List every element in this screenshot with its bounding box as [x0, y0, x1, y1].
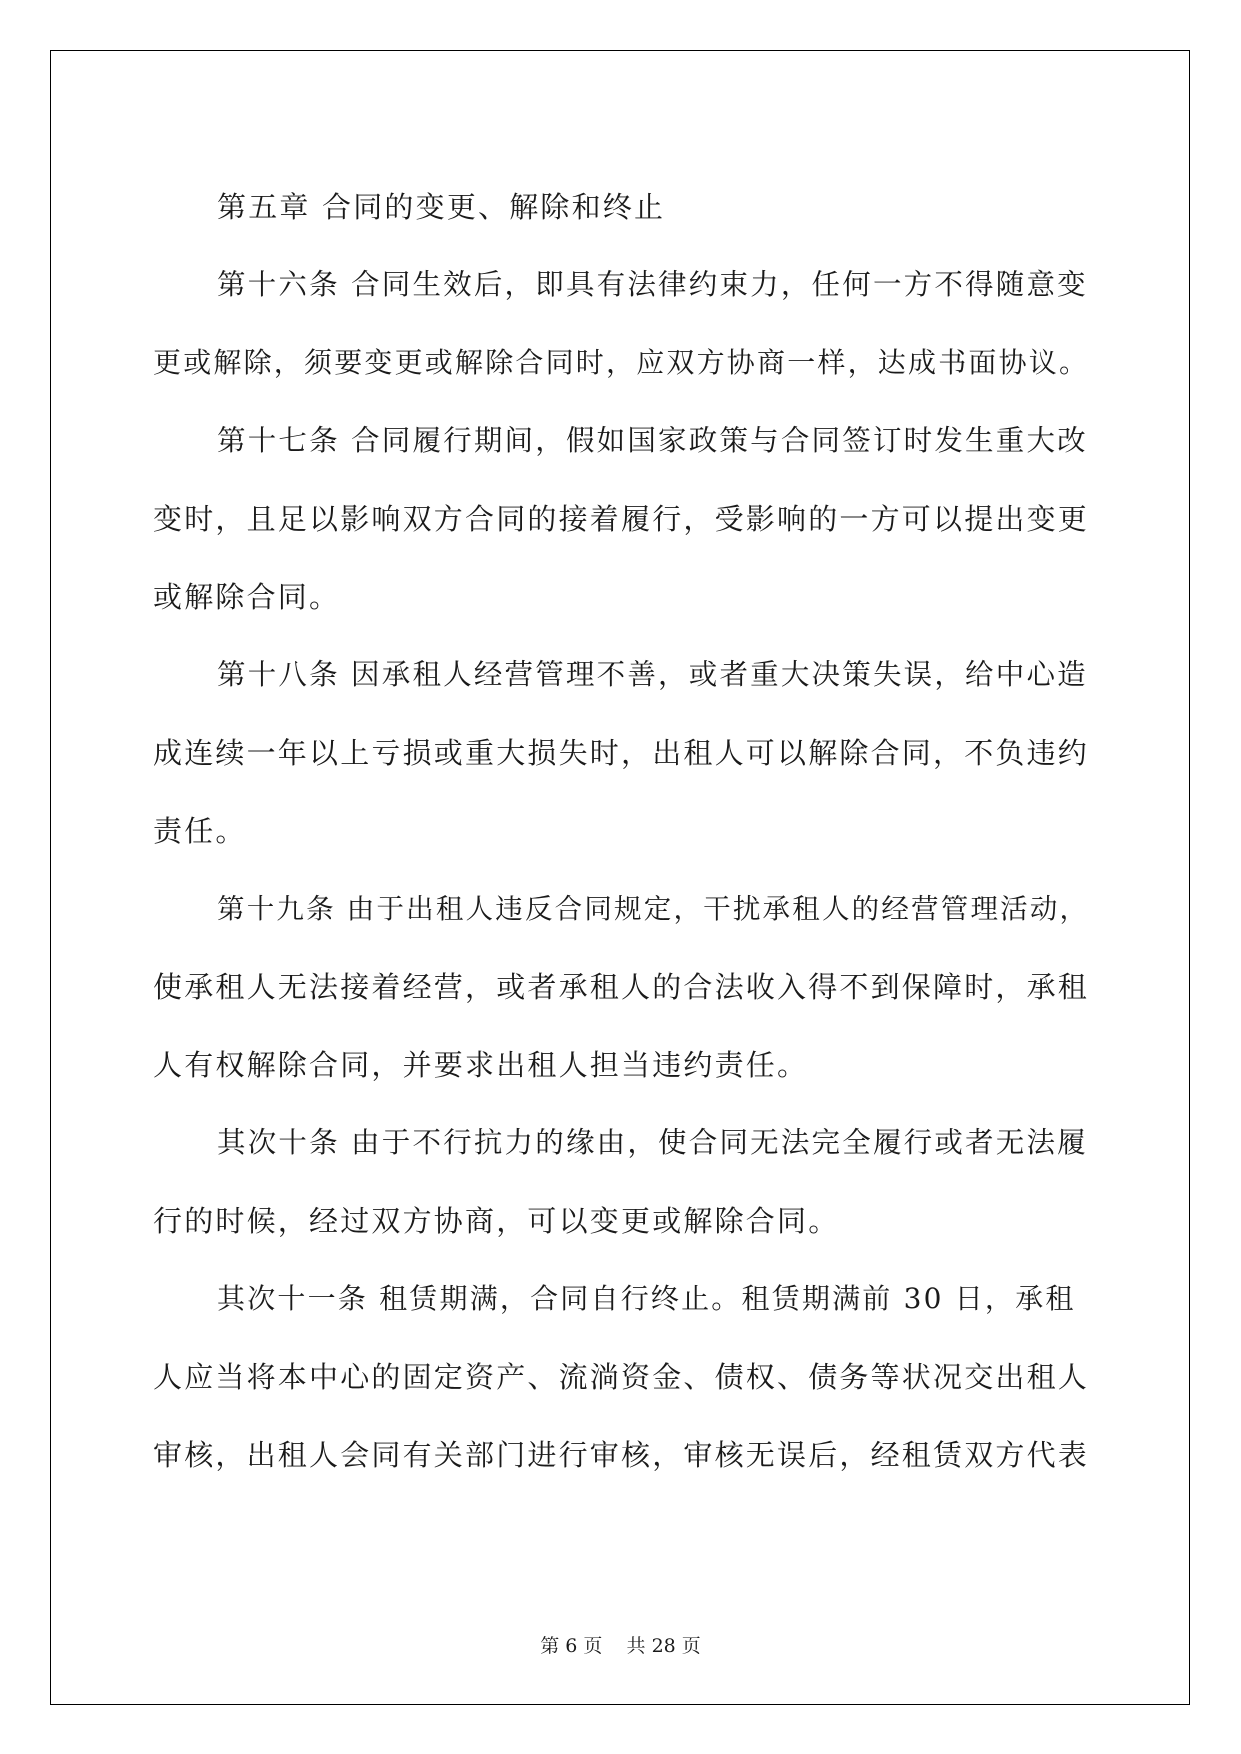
text-line: 成连续一年以上亏损或重大损失时，出租人可以解除合同，不负违约	[153, 736, 1090, 770]
text-line: 使承租人无法接着经营，或者承租人的合法收入得不到保障时，承租	[153, 970, 1090, 1004]
document-body	[153, 168, 1089, 1494]
text-line: 或解除合同。	[153, 580, 341, 614]
article-20	[153, 1104, 1089, 1260]
text-line: 人有权解除合同，并要求出租人担当违约责任。	[153, 1048, 809, 1082]
text-line: 其次十条 由于不行抗力的缘由，使合同无法完全履行或者无法履	[217, 1126, 1088, 1159]
text-line: 第五章 合同的变更、解除和终止	[217, 190, 666, 224]
text-line: 审核，出租人会同有关部门进行审核，审核无误后，经租赁双方代表	[153, 1438, 1090, 1472]
text-line: 更或解除，须要变更或解除合同时，应双方协商一样，达成书面协议。	[153, 346, 1090, 379]
article-18	[153, 636, 1089, 870]
text-line: 第十八条 因承租人经营管理不善，或者重大决策失误，给中心造	[217, 658, 1088, 691]
text-line: 人应当将本中心的固定资产、流淌资金、债权、债务等状况交出租人	[153, 1360, 1090, 1394]
text-line: 变时，且足以影响双方合同的接着履行，受影响的一方可以提出变更	[153, 502, 1090, 536]
text-line: 行的时候，经过双方协商，可以变更或解除合同。	[153, 1204, 840, 1238]
text-line: 责任。	[153, 814, 247, 848]
article-19	[153, 870, 1089, 1104]
text-line: 其次十一条 租赁期满，合同自行终止。租赁期满前 30 日，承租	[217, 1282, 1076, 1315]
article-21	[153, 1260, 1089, 1494]
page-number: 第 6 页 共 28 页	[540, 1635, 701, 1657]
text-line: 第十九条 由于出租人违反合同规定，干扰承租人的经营管理活动，	[217, 893, 1090, 925]
text-line: 第十七条 合同履行期间，假如国家政策与合同签订时发生重大改	[217, 424, 1088, 457]
chapter-heading	[153, 168, 1089, 246]
text-line: 第十六条 合同生效后，即具有法律约束力，任何一方不得随意变	[217, 268, 1088, 301]
article-17	[153, 402, 1089, 636]
page-footer	[0, 1631, 1241, 1658]
article-16	[153, 246, 1089, 402]
